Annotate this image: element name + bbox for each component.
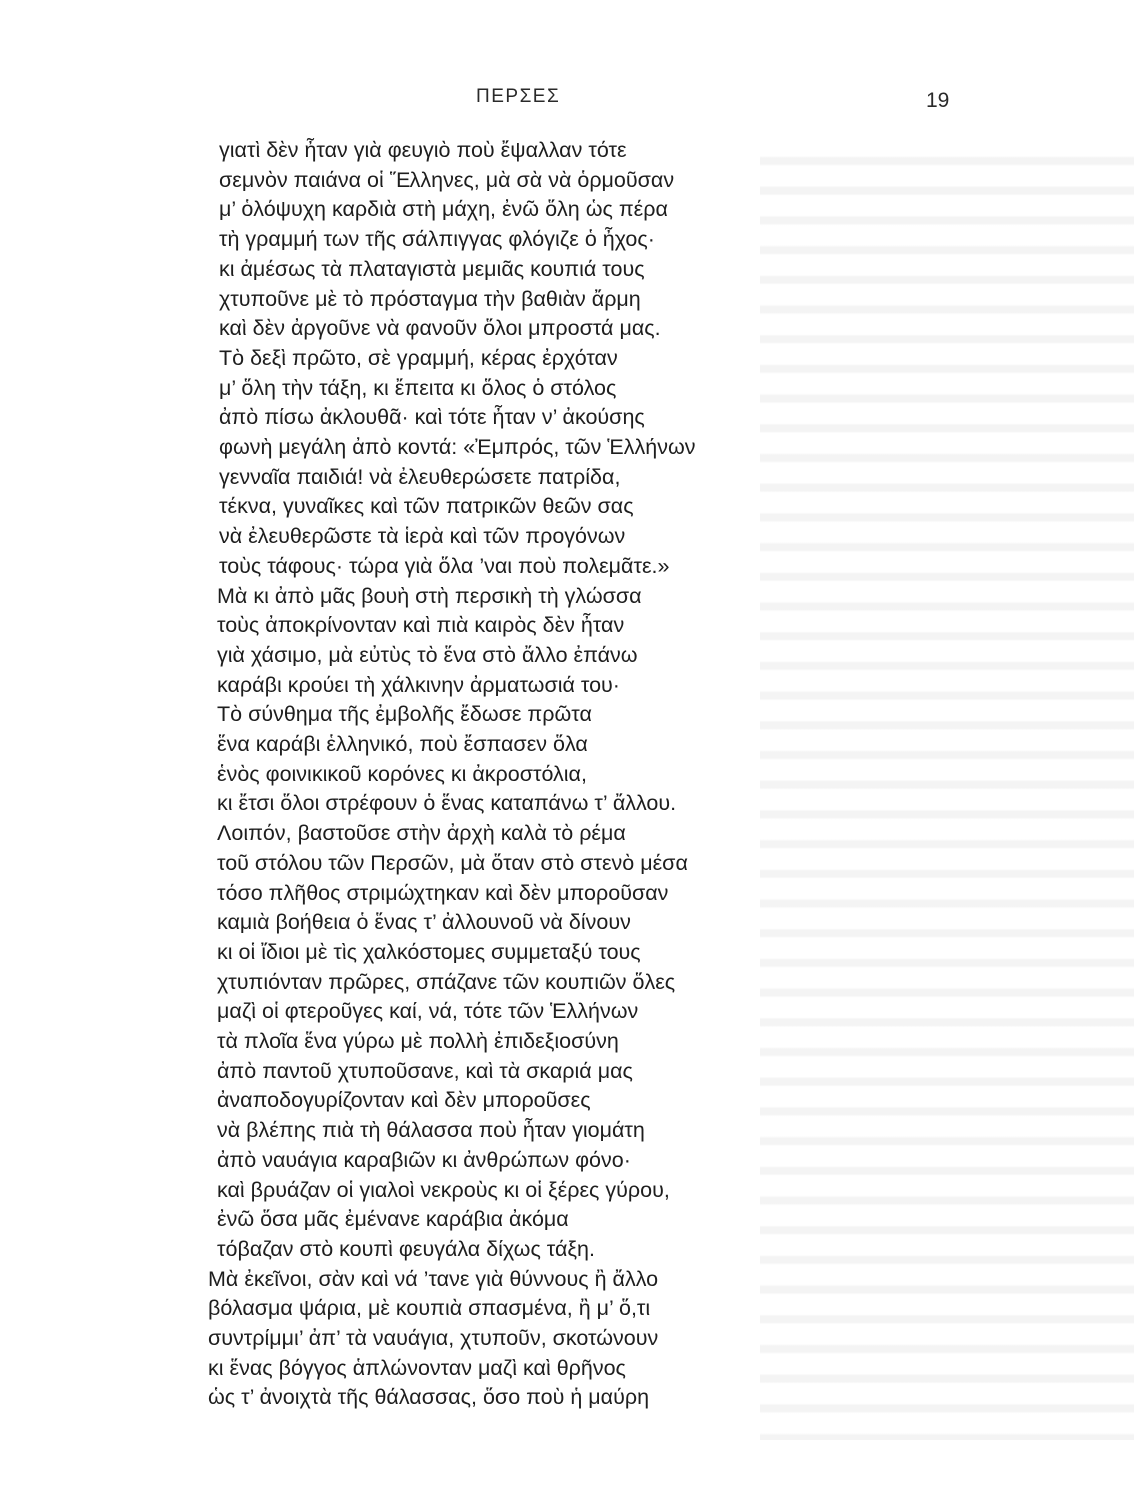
verse-line: γιὰ χάσιμο, μὰ εὐτὺς τὸ ἕνα στὸ ἄλλο ἐπάνω (217, 642, 638, 667)
verse-line: ἐνῶ ὅσα μᾶς ἐμένανε καράβια ἀκόμα (217, 1207, 569, 1232)
verse-line: ἀπὸ πίσω ἀκλουθᾶ· καὶ τότε ἦταν ν’ ἀκούσης (219, 405, 645, 430)
verse-line: κι ἀμέσως τὰ πλαταγιστὰ μεμιᾶς κουπιά τους (219, 256, 645, 281)
verse-line: νὰ βλέπης πιὰ τὴ θάλασσα ποὺ ἦταν γιομάτη (217, 1118, 645, 1143)
verse-line: καράβι κρούει τὴ χάλκινην ἀρματωσιά του· (217, 672, 620, 697)
verse-line: κι ἔτσι ὅλοι στρέφουν ὁ ἕνας καταπάνω τ’ ἄλλου. (217, 791, 677, 816)
verse-line: ἑνὸς φοινικικοῦ κορόνες κι ἀκροστόλια, (217, 761, 587, 786)
verse-line: κι ἕνας βόγγος ἁπλώνονταν μαζὶ καὶ θρῆνος (208, 1355, 626, 1380)
verse-line: ἕνα καράβι ἑλληνικό, ποὺ ἔσπασεν ὅλα (217, 732, 588, 756)
verse-line: τέκνα, γυναῖκες καὶ τῶν πατρικῶν θεῶν σας (219, 494, 634, 519)
verse-line: μ’ ὅλη τὴν τάξη, κι ἔπειτα κι ὅλος ὁ στόλος (219, 375, 617, 400)
verse-line: τοῦ στόλου τῶν Περσῶν, μὰ ὅταν στὸ στενὸ μέσα (217, 850, 688, 875)
verse-line: γιατὶ δὲν ἦταν γιὰ φευγιὸ ποὺ ἔψαλλαν τότε (219, 138, 627, 162)
page-number: 19 (926, 89, 950, 112)
verse-line: τὰ πλοῖα ἕνα γύρω μὲ πολλὴ ἐπιδεξιοσύνη (217, 1029, 619, 1053)
verse-line: σεμνὸν παιάνα οἱ Ἕλληνες, μὰ σὰ νὰ ὁρμοῦσαν (219, 167, 675, 192)
verse-line: Μὰ ἐκεῖνοι, σὰν καὶ νά ’τανε γιὰ θύννους ἢ ἄλλο (208, 1266, 659, 1291)
verse-line: τόβαζαν στὸ κουπὶ φευγάλα δίχως τάξη. (217, 1236, 595, 1261)
verse-line: Λοιπόν, βαστοῦσε στὴν ἀρχὴ καλὰ τὸ ρέμα (217, 821, 626, 846)
verse-line: γενναῖα παιδιά! νὰ ἐλευθερώσετε πατρίδα, (219, 464, 621, 489)
verse-line: νὰ ἐλευθερῶστε τὰ ἱερὰ καὶ τῶν προγόνων (219, 524, 626, 549)
verse-line: φωνὴ μεγάλη ἀπὸ κοντά: «Ἐμπρός, τῶν Ἑλλήνων (219, 435, 696, 459)
verse-line: τὴ γραμμή των τῆς σάλπιγγας φλόγιζε ὁ ἦχος· (219, 227, 655, 252)
verse-line: μ’ ὁλόψυχη καρδιὰ στὴ μάχη, ἐνῶ ὅλη ὡς πέρα (219, 197, 668, 222)
verse-line: Τὸ δεξὶ πρῶτο, σὲ γραμμή, κέρας ἐρχόταν (219, 345, 618, 370)
verse-line: συντρίμμι’ ἀπ’ τὰ ναυάγια, χτυποῦν, σκοτώνουν (208, 1326, 659, 1350)
verse-line: καμιὰ βοήθεια ὁ ἕνας τ’ ἀλλουνοῦ νὰ δίνουν (217, 910, 631, 935)
verse-line: καὶ δὲν ἀργοῦνε νὰ φανοῦν ὅλοι μπροστά μας. (219, 316, 661, 341)
verse-line: κι οἱ ἴδιοι μὲ τὶς χαλκόστομες συμμεταξύ τους (217, 939, 641, 964)
verse-line: τόσο πλῆθος στριμώχτηκαν καὶ δὲν μποροῦσαν (217, 880, 669, 905)
verse-line: τοὺς τάφους· τώρα γιὰ ὅλα ’ναι ποὺ πολεμᾶτε.» (219, 553, 670, 578)
verse-line: βόλασμα ψάρια, μὲ κουπιὰ σπασμένα, ἢ μ’ ὅ,τι (208, 1296, 651, 1321)
verse-line: καὶ βρυάζαν οἱ γιαλοὶ νεκροὺς κι οἱ ξέρες γύρου, (217, 1177, 670, 1202)
verse-line: τοὺς ἀποκρίνονταν καὶ πιὰ καιρὸς δὲν ἦταν (217, 613, 625, 638)
verse-line: χτυποῦνε μὲ τὸ πρόσταγμα τὴν βαθιὰν ἄρμη (219, 286, 641, 311)
verse-line: Μὰ κι ἀπὸ μᾶς βουὴ στὴ περσικὴ τὴ γλώσσα (217, 583, 642, 608)
verse-line: ὡς τ’ ἀνοιχτὰ τῆς θάλασσας, ὅσο ποὺ ἡ μαύρη (208, 1385, 650, 1410)
verse-line: ἀπὸ ναυάγια καραβιῶν κι ἀνθρώπων φόνο· (217, 1147, 631, 1172)
verse-line: χτυπιόνταν πρῶρες, σπάζανε τῶν κουπιῶν ὅλες (217, 969, 676, 994)
running-title: ΠΕΡΣΕΣ (476, 86, 561, 107)
verse-line: μαζὶ οἱ φτεροῦγες καί, νά, τότε τῶν Ἑλλήνων (217, 999, 639, 1024)
verse-line: Τὸ σύνθημα τῆς ἐμβολῆς ἔδωσε πρῶτα (217, 702, 592, 727)
verse-line: ἀπὸ παντοῦ χτυποῦσανε, καὶ τὰ σκαριά μας (217, 1058, 633, 1083)
show-through-texture (760, 140, 1134, 1440)
verse-line: ἀναποδογυρίζονταν καὶ δὲν μποροῦσες (217, 1088, 591, 1113)
